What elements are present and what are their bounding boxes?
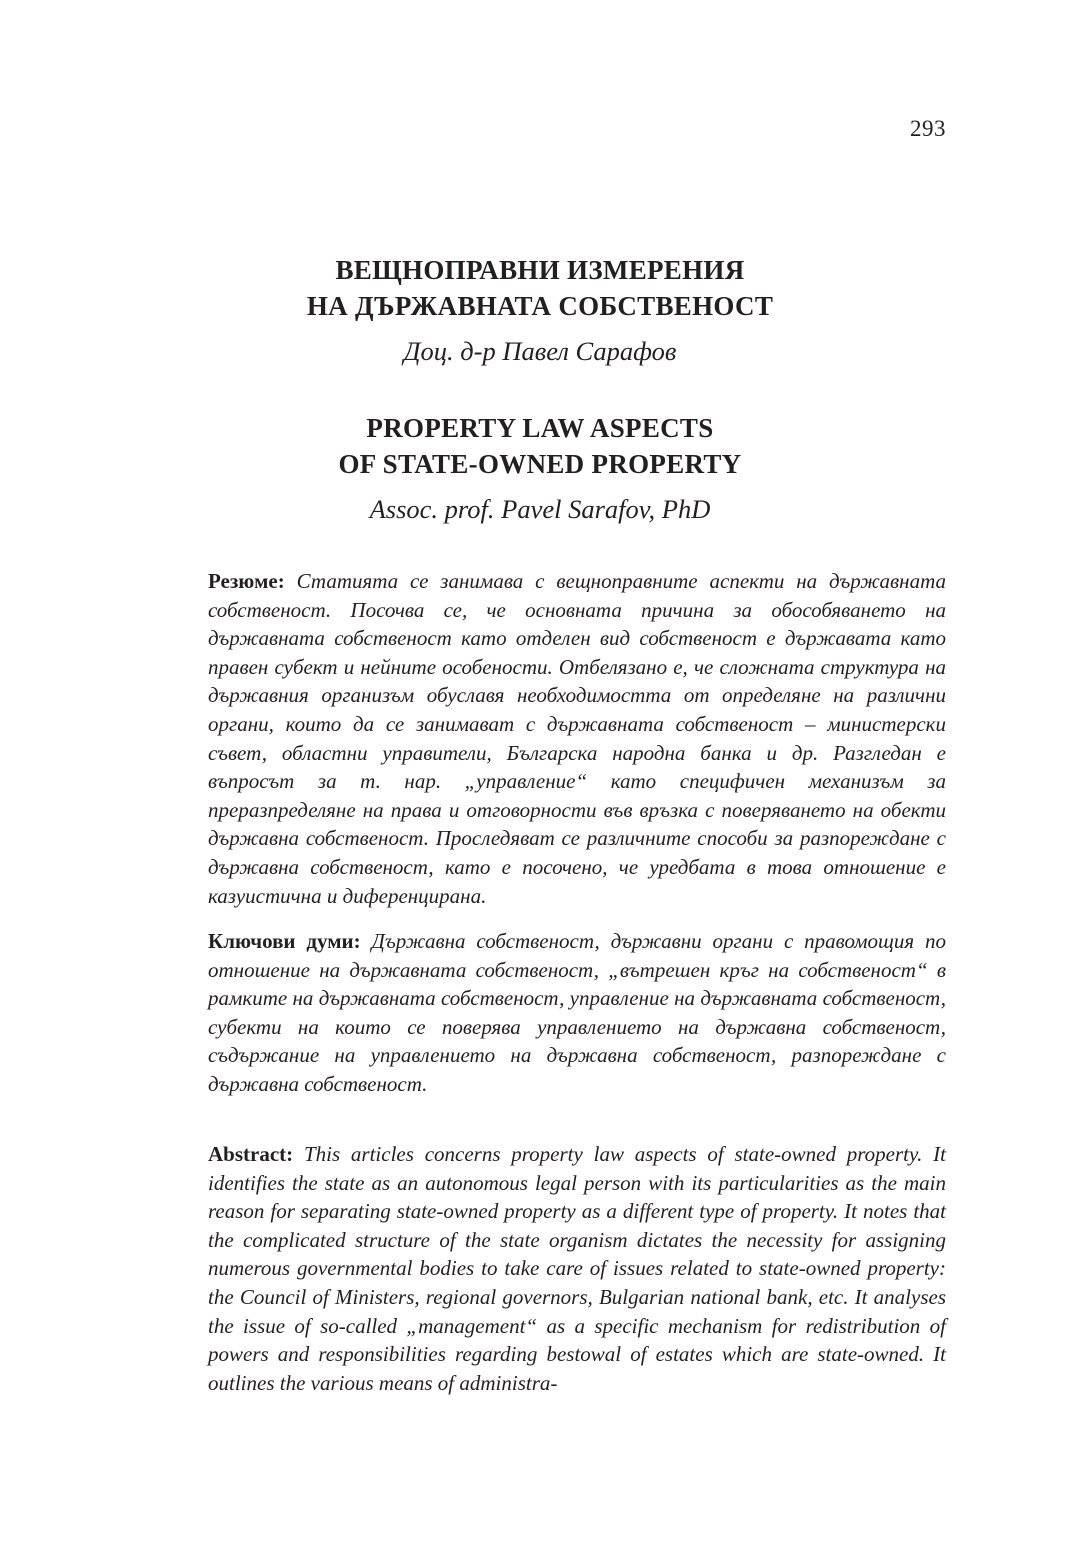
abstract-en-label: Abstract: (208, 1142, 294, 1166)
keywords-bg-text: Държавна собственост, държавни органи с правомощия по отношение на държавната собственост, „вътрешен кръг на собственост“ в рамките на държавната собственост, управление на държавната собственост, субекти на които се поверява управлението на държавна собственост, съдържание на управлението на държавна собственост, разпореждане с държавна собственост. (208, 929, 947, 1096)
title-block-en (0, 410, 1080, 527)
summary-bg (208, 567, 946, 910)
keywords-bg (208, 927, 946, 1099)
abstract-en-text: This articles concerns property law aspects of state-owned property. It identifies the state as an autonomous legal person with its particularities as the main reason for separating state-owned property as a different type of property. It notes that the complicated structure of the state organism dictates the necessity for assigning numerous governmental bodies to take care of issues related to state-owned property: the Council of Ministers, regional governors, Bulgarian national bank, etc. It analyses the issue of so-called „management“ as a specific mechanism for redistribution of powers and responsibilities regarding bestowal of estates which are state-owned. It outlines the various means of administra- (208, 1142, 947, 1395)
page-number: 293 (910, 116, 946, 141)
summary-bg-text: Статията се занимава с вещноправните аспекти на държавната собственост. Посочва се, че основната причина за обособяването на държавната собственост като отделен вид собственост е държавата като правен субект и нейните особености. Отбелязано е, че сложната структура на държавния организъм обуславя необходимостта от определяне на различни органи, които да се занимават с държавната собственост – министерски съвет, областни управители, Българска народна банка и др. Разгледан е въпросът за т. нар. „управление“ като специфичен механизъм за преразпределяне на права и отговорности във връзка с поверяването на обекти държавна собственост. Проследяват се различните способи за разпореждане с държавна собственост, като е посочено, че уредбата в това отношение е казуистична и диференцирана. (208, 569, 946, 908)
title-bg-line-1: ВЕЩНОПРАВНИ ИЗМЕРЕНИЯ (335, 255, 745, 285)
summary-bg-label: Резюме: (208, 569, 285, 593)
author-bg: Доц. д-р Павел Сарафов (403, 336, 677, 366)
title-bg-line-2: НА ДЪРЖАВНАТА СОБСТВЕНОСТ (306, 291, 774, 321)
abstract-en (208, 1140, 946, 1397)
title-block-bg (0, 252, 1080, 369)
title-en-line-2: OF STATE-OWNED PROPERTY (338, 449, 742, 479)
title-en-line-1: PROPERTY LAW ASPECTS (366, 413, 714, 443)
keywords-bg-label: Ключови думи: (208, 929, 361, 953)
author-en: Assoc. prof. Pavel Sarafov, PhD (369, 494, 711, 524)
